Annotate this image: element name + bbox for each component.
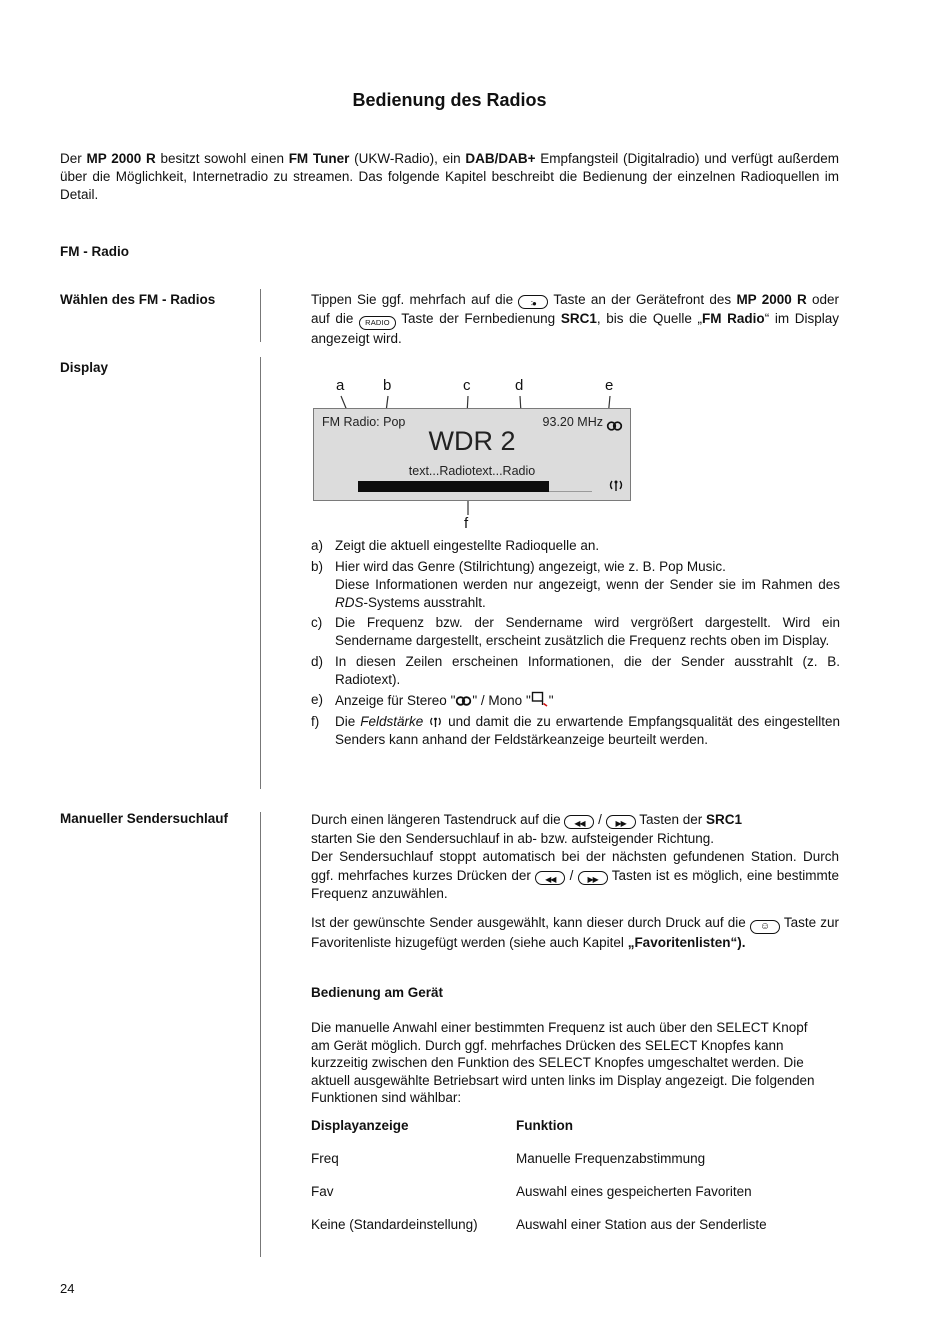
display-station-name: WDR 2: [428, 426, 516, 456]
text-run: Diese Informationen werden nur angezeigt, wenn der Sender sie im Rahmen des: [335, 576, 840, 592]
text-run: Die Frequenz bzw. der Sendername wird vergrößert dargestellt. Wird ein Sendername dargestellt, erscheint zusätzlich die Frequenz rechts oben im Display.: [335, 615, 840, 648]
display-radiotext: text...Radiotext...Radio: [408, 464, 536, 478]
radio-display-screen: [313, 408, 631, 501]
text-run: " / Mono ": [472, 693, 531, 708]
list-marker: d): [311, 653, 324, 669]
radio-button-icon: RADIO: [359, 311, 396, 326]
text-run: MP 2000 R: [86, 151, 156, 166]
text-run: RDS: [335, 594, 364, 610]
display-legend-list: [311, 537, 840, 751]
table-row: [311, 1183, 839, 1201]
text-run: MP 2000 R: [736, 292, 807, 307]
fm-radio-heading: FM - Radio: [60, 244, 129, 259]
text-run: und damit die zu erwartende Empfangsqualität des eingestellten Senders kann anhand der Feldstärkeanzeige beurteilt werden.: [335, 713, 840, 747]
text-run: Tasten der: [635, 812, 706, 827]
list-marker: c): [311, 615, 323, 630]
table-header-displayanzeige: Displayanzeige: [311, 1118, 409, 1133]
text-run: Tasten ist es möglich, eine bestimmte Frequenz anzuwählen.: [311, 867, 839, 901]
table-header-funktion: Funktion: [516, 1118, 573, 1133]
callout-d: d: [515, 377, 524, 394]
list-marker: a): [311, 538, 324, 553]
list-item: [311, 614, 840, 650]
display-frequency: 93.20 MHz: [542, 415, 603, 429]
list-item-text: [335, 537, 840, 555]
signal-strength-icon: [608, 477, 624, 495]
table-header-row: [311, 1117, 839, 1135]
manueller-para3: [311, 1019, 823, 1107]
list-item-text: [335, 558, 840, 612]
display-label: Display: [60, 360, 109, 375]
text-run: besitzt sowohl einen: [155, 151, 289, 166]
forward-button-icon: ▶▶: [606, 812, 636, 827]
list-item: [311, 558, 840, 612]
text-run: -Systems ausstrahlt.: [363, 594, 486, 610]
list-item: [311, 653, 840, 689]
text-run: SRC1: [705, 812, 742, 827]
text-run: Ist der gewünschte Sender ausgewählt, kann dieser durch Druck auf die: [311, 915, 750, 930]
text-run: Feldstärke: [360, 713, 424, 729]
mono-icon: [531, 693, 549, 708]
rewind-button-icon: ◀◀: [564, 812, 594, 827]
text-run: DAB/DAB+: [465, 151, 536, 166]
text-run: Empfangsteil (Digitalradio) und verfügt außerdem über die Möglichkeit, Internetradio zu streamen. Das folgende Kapitel beschreibt die Bedienung der einzelnen Radioquellen im Detail.: [60, 151, 839, 202]
text-run: “ im Display angezeigt wird.: [311, 310, 840, 346]
text-run: Anzeige für Stereo ": [335, 693, 456, 708]
text-run: , bis die Quelle „: [596, 310, 703, 326]
text-run: FM Radio: [702, 310, 765, 326]
favorite-button-icon: ☺: [750, 915, 780, 930]
text-run: Tippen Sie ggf. mehrfach auf die: [311, 292, 519, 307]
forward-button-icon: ▶▶: [578, 868, 608, 883]
callout-e: e: [605, 377, 614, 394]
text-run: SRC1: [560, 310, 597, 326]
text-run: „Favoritenlisten“).: [627, 935, 746, 950]
callout-a: a: [336, 377, 345, 394]
list-marker: e): [311, 692, 324, 707]
list-item-text: [335, 691, 840, 710]
table-cell: Manuelle Frequenzabstimmung: [516, 1151, 706, 1166]
text-run: Die manuelle Anwahl einer bestimmten Frequenz ist auch über den SELECT Knopf am Gerät möglich. Durch ggf. mehrfaches Drücken des SELECT Knopfes kann kurzzeitig zwischen den Funktion des SELECT Knopfes umgeschaltet werden. Die aktuell ausgewählte Betriebsart wird unten links im Display angezeigt. Die folgenden Funktionen sind wählbar:: [311, 1020, 815, 1105]
callout-b: b: [383, 377, 392, 394]
manueller-label: Manueller Sendersuchlauf: [60, 811, 229, 826]
source-button-icon: ∶●: [518, 292, 548, 307]
text-run: /: [565, 867, 578, 883]
table-cell: Auswahl eines gespeicherten Favoriten: [516, 1184, 752, 1199]
text-run: Durch einen längeren Tastendruck auf die: [311, 812, 565, 827]
signal-strength-icon: [428, 714, 443, 729]
table-cell: Keine (Standardeinstellung): [311, 1217, 478, 1232]
text-run: Taste zur Favoritenliste hizugefügt werden (siehe auch Kapitel: [311, 915, 840, 950]
list-marker: b): [311, 558, 324, 574]
list-item-text: [335, 614, 840, 650]
text-run: Taste an der Gerätefront des: [548, 292, 737, 307]
section-divider-rule: [260, 357, 261, 789]
text-run: Die: [335, 713, 361, 729]
text-run: starten Sie den Sendersuchlauf in ab- bzw. aufsteigender Richtung.: [311, 830, 715, 846]
list-item: [311, 537, 840, 555]
manueller-para1: [311, 811, 839, 904]
text-run: oder auf die: [311, 292, 839, 326]
table-row: [311, 1216, 839, 1234]
manueller-para2: [311, 914, 839, 953]
stereo-icon: [455, 693, 472, 708]
text-run: Hier wird das Genre (Stilrichtung) angezeigt, wie z. B. Pop Music.: [335, 558, 726, 574]
text-run: Der: [60, 151, 87, 166]
page-number: 24: [60, 1281, 75, 1296]
waehlen-label: Wählen des FM - Radios: [60, 292, 216, 307]
list-item: [311, 713, 840, 749]
waehlen-body: [311, 291, 839, 348]
text-run: FM Tuner: [288, 151, 350, 166]
callout-c: c: [463, 377, 471, 394]
callout-f: f: [464, 515, 469, 532]
text-run: Der Sendersuchlauf stoppt automatisch bei der nächsten gefundenen Station. Durch ggf. mehrfaches kurzes Drücken der: [311, 849, 839, 883]
intro-paragraph: [60, 150, 839, 204]
table-cell: Freq: [311, 1151, 339, 1166]
table-row: [311, 1150, 839, 1168]
list-marker: f): [311, 713, 320, 729]
list-item-text: [335, 713, 840, 749]
list-item: [311, 691, 840, 710]
table-cell: Fav: [311, 1184, 334, 1199]
select-function-table: [311, 1117, 839, 1249]
rewind-button-icon: ◀◀: [535, 868, 565, 883]
page-title: Bedienung des Radios: [352, 90, 547, 110]
table-cell: Auswahl einer Station aus der Senderliste: [516, 1217, 767, 1232]
text-run: /: [594, 812, 606, 827]
section-divider-rule: [260, 289, 261, 342]
signal-strength-bar: [358, 481, 549, 492]
text-run: (UKW-Radio), ein: [349, 151, 466, 166]
display-diagram: [311, 376, 643, 534]
geraet-heading: Bedienung am Gerät: [311, 985, 444, 1000]
text-run: In diesen Zeilen erscheinen Informationen, die der Sender ausstrahlt (z. B. Radiotext).: [335, 653, 840, 687]
display-source-text: FM Radio: Pop: [322, 415, 406, 429]
list-item-text: [335, 653, 840, 689]
text-run: ": [548, 693, 554, 708]
text-run: Taste der Fernbedienung: [395, 310, 561, 326]
text-run: Zeigt die aktuell eingestellte Radioquelle an.: [335, 538, 600, 553]
section-divider-rule: [260, 812, 261, 1257]
